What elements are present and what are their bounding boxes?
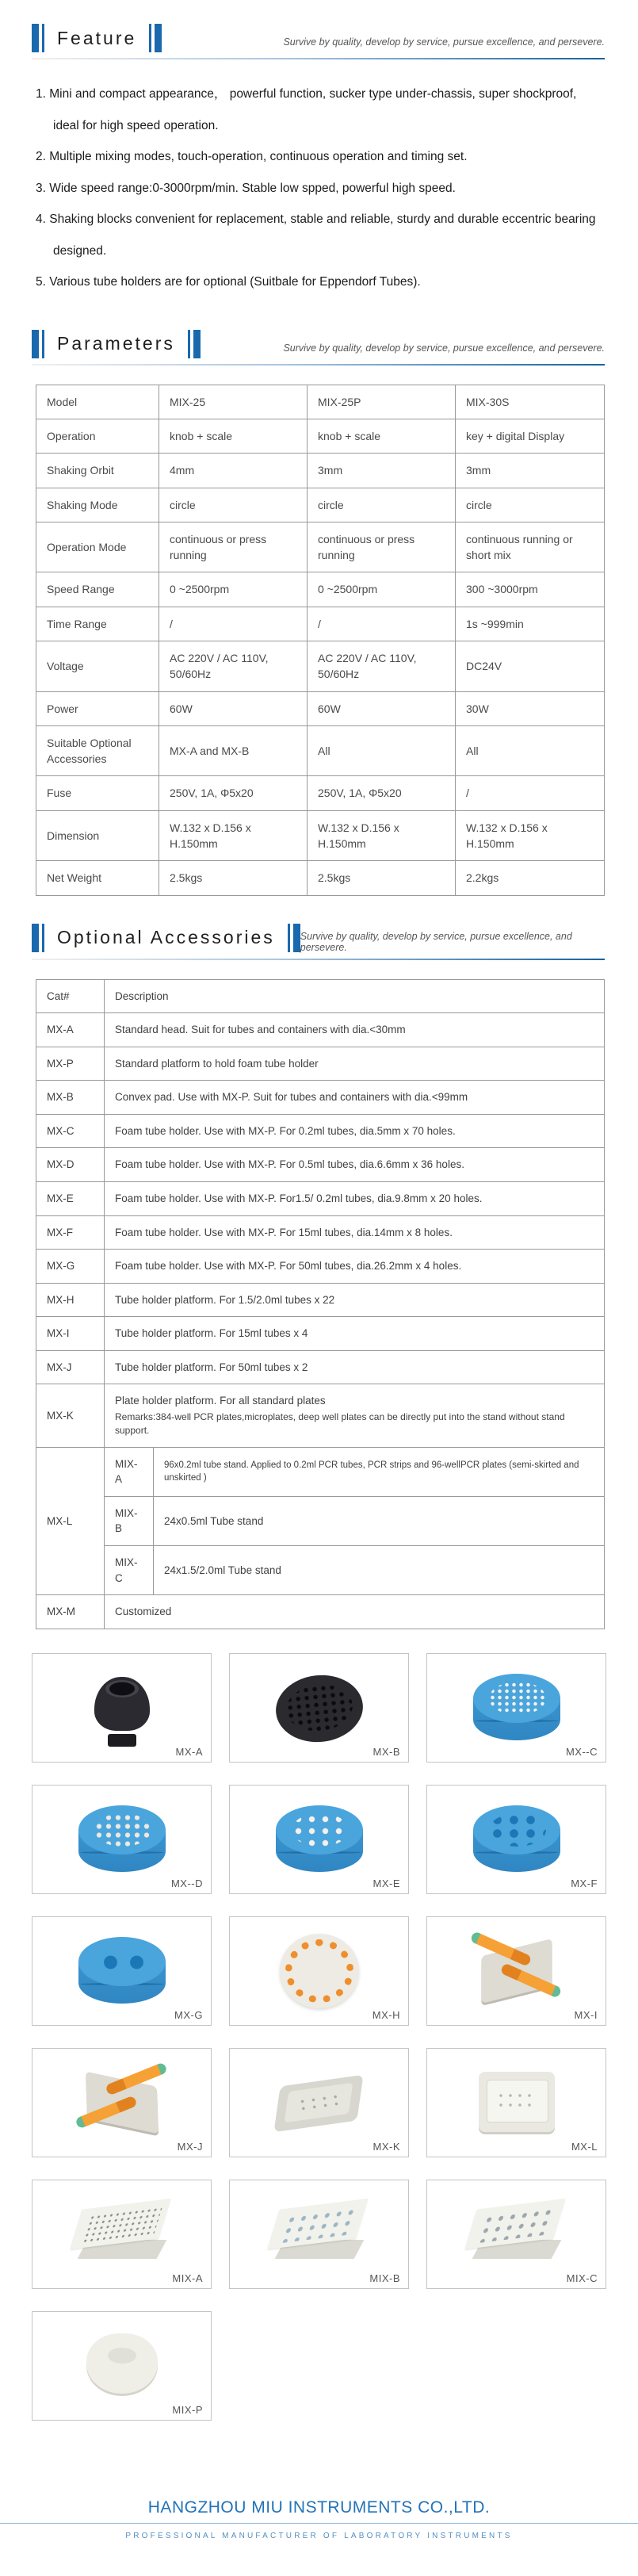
feature-item-3: 3. Wide speed range:0-3000rpm/min. Stable low spped, powerful high speed.	[36, 181, 456, 195]
product-image-layer	[108, 1734, 136, 1747]
accessory-sub-row	[36, 1496, 605, 1545]
parameter-value: knob + scale	[159, 419, 308, 453]
parameter-label: Voltage	[36, 641, 159, 691]
decorative-bar-icon	[288, 924, 290, 952]
parameter-label: Speed Range	[36, 572, 159, 607]
parameters-section-title: Parameters	[57, 333, 175, 354]
product-image-layer	[78, 1829, 166, 1872]
orange-tubes-a-product-image	[453, 1929, 580, 2013]
accessory-description	[105, 1384, 605, 1447]
accessory-cat: MX-C	[36, 1114, 105, 1148]
accessory-description: Tube holder platform. For 15ml tubes x 4	[105, 1317, 605, 1351]
accessory-image-label: MIX-P	[172, 2403, 203, 2416]
parameters-row	[36, 419, 605, 453]
product-image-layer	[472, 2240, 561, 2259]
accessory-subcat: MIX-A	[105, 1447, 154, 1496]
product-image-layer	[473, 1829, 560, 1872]
accessory-description-main: Plate holder platform. For all standard plates	[115, 1395, 326, 1407]
accessory-subcat: MIX-C	[105, 1546, 154, 1595]
accessory-cat: MX-I	[36, 1317, 105, 1351]
product-image-layer	[473, 1698, 560, 1740]
accessory-row	[36, 1182, 605, 1216]
feature-section-tagline: Survive by quality, develop by service, pursue excellence, and persevere.	[283, 36, 605, 48]
accessory-image-grid	[0, 1629, 638, 2421]
accessory-description: Foam tube holder. Use with MX-P. For 0.2ml tubes, dia.5mm x 70 holes.	[105, 1114, 605, 1148]
blue-foam-tubes-product-image	[59, 1797, 185, 1881]
accessory-cat: MX-E	[36, 1182, 105, 1216]
blue-foam-few-product-image	[256, 1797, 383, 1881]
accessory-row	[36, 1148, 605, 1182]
parameter-value: continuous or press running	[308, 522, 456, 572]
blue-foam-tubes-sm-product-image	[453, 1666, 580, 1750]
accessory-image-label: MX-L	[571, 2140, 598, 2153]
parameter-label: Operation	[36, 419, 159, 453]
white-stand-24b-product-image	[453, 2192, 580, 2276]
parameter-value: 60W	[159, 691, 308, 725]
footer	[0, 2498, 638, 2576]
parameter-label: Net Weight	[36, 861, 159, 895]
accessory-description: 96x0.2ml tube stand. Applied to 0.2ml PCR tubes, PCR strips and 96-wellPCR plates (semi-skirted and unskirted )	[154, 1447, 605, 1496]
parameters-row	[36, 776, 605, 810]
parameters-section-header	[0, 330, 638, 358]
product-image-layer	[481, 1939, 552, 2004]
parameter-value: circle	[159, 488, 308, 522]
black-pad-product-image	[256, 1666, 383, 1750]
feature-item-5: 5. Various tube holders are for optional (Suitbale for Eppendorf Tubes).	[36, 275, 421, 289]
parameter-value: /	[159, 607, 308, 641]
accessory-row	[36, 1283, 605, 1317]
parameter-value: MIX-25P	[308, 385, 456, 419]
parameter-value: 2.5kgs	[308, 861, 456, 895]
accessory-description: Foam tube holder. Use with MX-P. For 15ml tubes, dia.14mm x 8 holes.	[105, 1215, 605, 1250]
accessory-cat: MX-H	[36, 1283, 105, 1317]
parameter-value: W.132 x D.156 x H.150mm	[159, 810, 308, 861]
parameters-row	[36, 641, 605, 691]
accessory-image-label: MX-J	[177, 2140, 203, 2153]
accessory-cat: MX-D	[36, 1148, 105, 1182]
parameter-value: circle	[308, 488, 456, 522]
parameter-label: Time Range	[36, 607, 159, 641]
accessories-section-header	[0, 923, 638, 953]
white-stand-24-product-image	[256, 2192, 383, 2276]
parameter-label: Fuse	[36, 776, 159, 810]
parameter-value: continuous running or short mix	[456, 522, 605, 572]
parameter-value: 2.5kgs	[159, 861, 308, 895]
decorative-bar-icon	[155, 24, 162, 52]
accessory-image-mx-d	[32, 1785, 212, 1894]
parameter-label: Shaking Orbit	[36, 454, 159, 488]
accessory-row	[36, 1317, 605, 1351]
parameters-row	[36, 572, 605, 607]
parameter-value: MIX-30S	[456, 385, 605, 419]
accessory-cat: MX-M	[36, 1595, 105, 1629]
accessory-row	[36, 1114, 605, 1148]
parameter-label: Shaking Mode	[36, 488, 159, 522]
parameters-row	[36, 810, 605, 861]
blue-foam-holes-product-image	[453, 1797, 580, 1881]
feature-item-1: 1. Mini and compact appearance， powerful function, sucker type under-chassis, super shockproof, ideal for high speed operation.	[36, 87, 577, 132]
parameters-section-tagline: Survive by quality, develop by service, pursue excellence, and persevere.	[283, 342, 605, 354]
product-image-layer	[479, 2072, 555, 2132]
decorative-bar-icon	[188, 330, 190, 358]
parameter-value: 3mm	[308, 454, 456, 488]
decorative-bar-icon	[193, 330, 201, 358]
parameter-value: AC 220V / AC 110V, 50/60Hz	[159, 641, 308, 691]
accessory-image-label: MX--C	[565, 1745, 598, 1758]
accessory-image-mix-a	[32, 2180, 212, 2289]
accessory-image-mx-b	[229, 1653, 409, 1763]
decorative-bar-icon	[32, 330, 39, 358]
product-image-layer	[85, 2071, 158, 2134]
accessory-image-mx-f	[426, 1785, 606, 1894]
footer-subtitle: PROFESSIONAL MANUFACTURER OF LABORATORY INSTRUMENTS	[125, 2531, 513, 2540]
accessory-row	[36, 1047, 605, 1081]
parameter-value: continuous or press running	[159, 522, 308, 572]
accessory-image-label: MX-A	[175, 1745, 203, 1758]
parameter-value: 30W	[456, 691, 605, 725]
accessory-cat: MX-A	[36, 1013, 105, 1047]
accessories-title-group	[32, 924, 300, 952]
accessory-image-label: MX--D	[170, 1877, 203, 1889]
accessory-description-remark: Remarks:384-well PCR plates,microplates, deep well plates can be directly put into the stand without stand support.	[115, 1410, 565, 1437]
accessory-description: Foam tube holder. Use with MX-P. For 50ml tubes, dia.26.2mm x 4 holes.	[105, 1250, 605, 1284]
parameter-value: 250V, 1A, Φ5x20	[159, 776, 308, 810]
accessory-sub-row	[36, 1546, 605, 1595]
parameter-value: 1s ~999min	[456, 607, 605, 641]
white-stand-96-product-image	[59, 2192, 185, 2276]
parameter-value: /	[456, 776, 605, 810]
accessory-description: 24x0.5ml Tube stand	[154, 1496, 605, 1545]
parameter-value: key + digital Display	[456, 419, 605, 453]
accessory-row	[36, 1350, 605, 1384]
accessory-image-label: MX-K	[372, 2140, 400, 2153]
accessory-description: Foam tube holder. Use with MX-P. For1.5/ 0.2ml tubes, dia.9.8mm x 20 holes.	[105, 1182, 605, 1216]
accessory-row	[36, 1250, 605, 1284]
decorative-bar-icon	[32, 924, 39, 952]
parameter-value: AC 220V / AC 110V, 50/60Hz	[308, 641, 456, 691]
parameter-value: circle	[456, 488, 605, 522]
decorative-bar-icon	[42, 330, 44, 358]
accessory-image-mx-e	[229, 1785, 409, 1894]
product-image-layer	[273, 2074, 363, 2131]
section-underline	[32, 959, 605, 960]
accessory-image-label: MIX-B	[369, 2272, 400, 2284]
accessory-image-label: MX-B	[372, 1745, 400, 1758]
feature-section-header	[0, 24, 638, 52]
parameters-row	[36, 385, 605, 419]
parameter-value: 60W	[308, 691, 456, 725]
section-underline	[32, 364, 605, 366]
decorative-bar-icon	[149, 24, 151, 52]
product-image-layer	[78, 1961, 166, 2004]
accessory-cat: Cat#	[36, 979, 105, 1013]
feature-item-4: 4. Shaking blocks convenient for replacement, stable and reliable, sturdy and durable eccentric bearing designed.	[36, 212, 596, 258]
white-platform-product-image	[59, 2324, 185, 2408]
feature-item-2: 2. Multiple mixing modes, touch-operation, continuous operation and timing set.	[36, 150, 468, 164]
parameters-row	[36, 691, 605, 725]
accessories-section-title: Optional Accessories	[57, 927, 275, 948]
accessory-row	[36, 979, 605, 1013]
accessory-description: Tube holder platform. For 1.5/2.0ml tubes x 22	[105, 1283, 605, 1317]
parameter-value: All	[456, 725, 605, 776]
accessory-image-mix-p	[32, 2311, 212, 2421]
parameter-value: W.132 x D.156 x H.150mm	[456, 810, 605, 861]
accessory-description: Foam tube holder. Use with MX-P. For 0.5ml tubes, dia.6.6mm x 36 holes.	[105, 1148, 605, 1182]
accessory-subcat: MIX-B	[105, 1496, 154, 1545]
accessories-table	[36, 979, 605, 1629]
parameter-label: Suitable Optional Accessories	[36, 725, 159, 776]
parameters-row	[36, 488, 605, 522]
accessory-cat: MX-F	[36, 1215, 105, 1250]
accessory-cat: MX-J	[36, 1350, 105, 1384]
accessory-description: Description	[105, 979, 605, 1013]
decorative-bar-icon	[42, 24, 44, 52]
white-holder-product-image	[453, 2061, 580, 2145]
decorative-bar-icon	[32, 24, 39, 52]
accessory-row	[36, 1081, 605, 1115]
accessory-image-label: MX-I	[574, 2008, 598, 2021]
parameter-value: knob + scale	[308, 419, 456, 453]
accessory-cat: MX-G	[36, 1250, 105, 1284]
accessory-image-mx-c	[426, 1653, 606, 1763]
black-head-product-image	[59, 1666, 185, 1750]
blue-foam-4holes-product-image	[59, 1929, 185, 2013]
accessory-image-mx-l	[426, 2048, 606, 2157]
accessory-sub-row	[36, 1447, 605, 1496]
accessory-image-label: MX-G	[174, 2008, 203, 2021]
accessory-image-mx-a	[32, 1653, 212, 1763]
parameter-value: MX-A and MX-B	[159, 725, 308, 776]
parameter-value: 300 ~3000rpm	[456, 572, 605, 607]
accessory-description: Convex pad. Use with MX-P. Suit for tubes and containers with dia.<99mm	[105, 1081, 605, 1115]
parameter-label: Dimension	[36, 810, 159, 861]
parameter-label: Operation Mode	[36, 522, 159, 572]
parameter-value: All	[308, 725, 456, 776]
accessory-image-label: MX-E	[372, 1877, 400, 1889]
accessory-image-mx-h	[229, 1916, 409, 2026]
product-image-layer	[276, 1829, 363, 1872]
parameters-table	[36, 385, 605, 896]
footer-rule	[0, 2523, 638, 2524]
accessory-cat: MX-K	[36, 1384, 105, 1447]
accessory-image-label: MX-F	[571, 1877, 598, 1889]
accessory-row	[36, 1013, 605, 1047]
accessory-image-label: MIX-A	[172, 2272, 203, 2284]
accessory-row	[36, 1595, 605, 1629]
feature-section-title: Feature	[57, 27, 137, 48]
accessory-row	[36, 1384, 605, 1447]
orange-tubes-b-product-image	[59, 2061, 185, 2145]
parameters-title-group	[32, 330, 201, 358]
accessories-section-tagline: Survive by quality, develop by service, pursue excellence, and persevere.	[300, 930, 572, 953]
accessory-description: 24x1.5/2.0ml Tube stand	[154, 1546, 605, 1595]
accessory-cat: MX-B	[36, 1081, 105, 1115]
accessory-image-mx-g	[32, 1916, 212, 2026]
parameter-value: 3mm	[456, 454, 605, 488]
feature-list	[0, 59, 638, 303]
parameters-row	[36, 522, 605, 572]
accessory-cat: MX-L	[36, 1447, 105, 1594]
accessory-description: Standard head. Suit for tubes and containers with dia.<30mm	[105, 1013, 605, 1047]
parameter-label: Model	[36, 385, 159, 419]
parameter-value: 4mm	[159, 454, 308, 488]
parameter-value: W.132 x D.156 x H.150mm	[308, 810, 456, 861]
accessory-image-mx-i	[426, 1916, 606, 2026]
gray-plate-product-image	[256, 2061, 383, 2145]
decorative-bar-icon	[293, 924, 300, 952]
parameters-row	[36, 725, 605, 776]
parameter-value: 2.2kgs	[456, 861, 605, 895]
accessory-image-label: MIX-C	[566, 2272, 598, 2284]
accessory-description: Tube holder platform. For 50ml tubes x 2	[105, 1350, 605, 1384]
parameter-value: 250V, 1A, Φ5x20	[308, 776, 456, 810]
parameter-label: Power	[36, 691, 159, 725]
accessory-description: Standard platform to hold foam tube holder	[105, 1047, 605, 1081]
feature-title-group	[32, 24, 162, 52]
accessory-description: Customized	[105, 1595, 605, 1629]
accessory-image-mx-j	[32, 2048, 212, 2157]
decorative-bar-icon	[42, 924, 44, 952]
parameter-value: 0 ~2500rpm	[159, 572, 308, 607]
parameters-row	[36, 861, 605, 895]
accessory-image-mx-k	[229, 2048, 409, 2157]
product-image-layer	[77, 2240, 166, 2259]
accessory-image-mix-b	[229, 2180, 409, 2289]
parameters-row	[36, 607, 605, 641]
accessory-image-label: MX-H	[372, 2008, 400, 2021]
parameters-row	[36, 454, 605, 488]
orange-ring-product-image	[256, 1929, 383, 2013]
company-name: HANGZHOU MIU INSTRUMENTS CO.,LTD.	[147, 2498, 491, 2517]
accessory-image-mix-c	[426, 2180, 606, 2289]
parameter-value: /	[308, 607, 456, 641]
accessory-cat: MX-P	[36, 1047, 105, 1081]
accessory-row	[36, 1215, 605, 1250]
parameter-value: 0 ~2500rpm	[308, 572, 456, 607]
parameter-value: DC24V	[456, 641, 605, 691]
parameter-value: MIX-25	[159, 385, 308, 419]
product-image-layer	[274, 2240, 364, 2259]
